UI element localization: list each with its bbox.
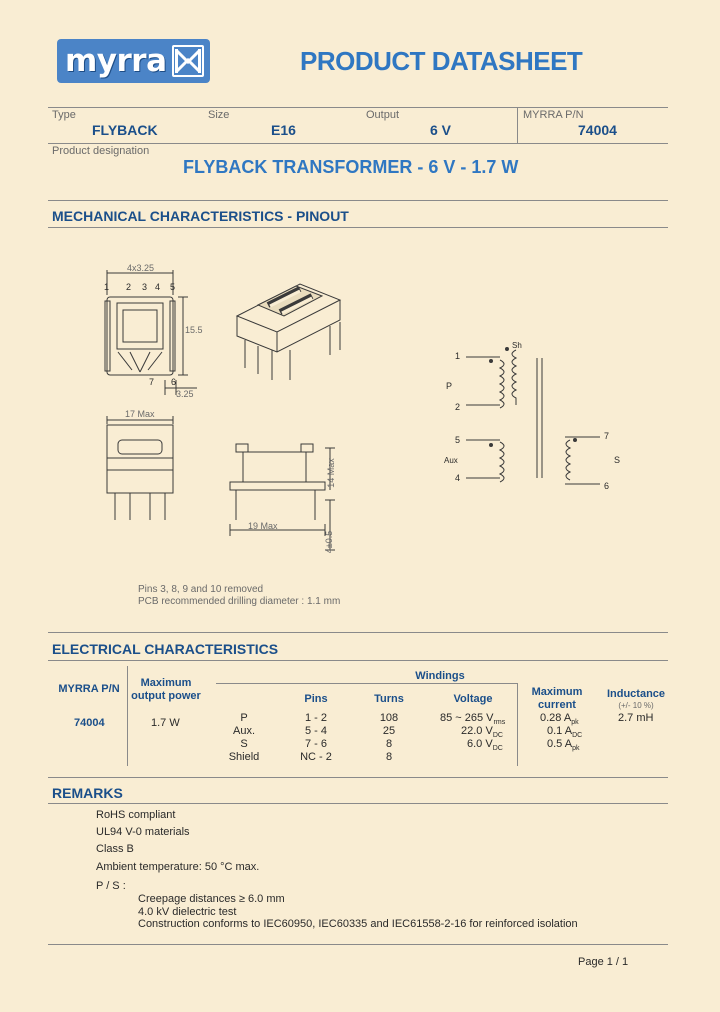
remark-item: RoHS compliant (96, 809, 176, 821)
page-number: Page 1 / 1 (578, 956, 629, 968)
electrical-heading: ELECTRICAL CHARACTERISTICS (52, 641, 279, 657)
output-value: 6 V (430, 122, 452, 138)
table-divider (216, 683, 517, 684)
schem-pin7: 7 (604, 431, 610, 441)
col-power: Maximum output power (131, 677, 201, 702)
winding-name: P (240, 712, 248, 724)
pin-label: 6 (171, 377, 177, 387)
size-label: Size (208, 109, 230, 121)
dim-325: 3.25 (176, 389, 194, 399)
schem-pin6: 6 (604, 481, 610, 491)
pin-label: 5 (170, 282, 176, 292)
pn-label: MYRRA P/N (523, 109, 584, 121)
divider (48, 944, 668, 945)
remark-item: UL94 V-0 materials (96, 826, 190, 838)
winding-current: 0.5 $A_{pk}$ (547, 738, 580, 753)
size-value: E16 (271, 122, 296, 138)
remark-subitem: Construction conforms to IEC60950, IEC60335 and IEC61558-2-16 for reinforced isolation (138, 918, 578, 930)
col-current: Maximum current (531, 686, 583, 711)
row-power: 1.7 W (151, 717, 180, 729)
winding-turns: 25 (382, 725, 396, 737)
remarks-heading: REMARKS (52, 785, 123, 801)
divider (48, 777, 668, 778)
schem-p: P (446, 381, 453, 391)
type-label: Type (52, 109, 76, 121)
pin-label: 3 (142, 282, 148, 292)
inductance-tolerance: (+/- 10 %) (618, 701, 654, 710)
dim-4pm05: 4±0.5 (324, 530, 335, 554)
divider (48, 632, 668, 633)
winding-current: 0.1 $A_{DC}$ (547, 725, 583, 740)
winding-turns: 8 (385, 738, 393, 750)
logo-text: myrra (65, 43, 167, 79)
output-label: Output (366, 109, 400, 121)
winding-pins: 1 - 2 (304, 712, 327, 724)
dim-4x325: 4x3.25 (127, 263, 155, 273)
divider (48, 803, 668, 804)
dim-155: 15.5 (185, 325, 203, 335)
remark-item: Class B (96, 843, 134, 855)
pn-value: 74004 (578, 122, 617, 138)
pin-label: 7 (149, 377, 155, 387)
col-pins: Pins (304, 693, 328, 705)
type-value: FLYBACK (92, 122, 158, 138)
pin-label: 1 (104, 282, 110, 292)
row-pn: 74004 (74, 717, 105, 729)
col-pn: MYRRA P/N (58, 683, 120, 695)
winding-pins: 5 - 4 (304, 725, 327, 737)
pin-label: 4 (155, 282, 161, 292)
schem-aux: Aux (444, 456, 458, 465)
dim-19max: 19 Max (248, 521, 278, 531)
col-windings: Windings (415, 670, 465, 682)
col-turns: Turns (374, 693, 404, 705)
pin-label: 2 (126, 282, 132, 292)
designation-label: Product designation (52, 145, 150, 157)
winding-voltage: 6.0 $V_{DC}$ (467, 738, 503, 753)
winding-voltage: 22.0 $V_{DC}$ (461, 725, 503, 740)
winding-pins: 7 - 6 (304, 738, 327, 750)
schem-s: S (614, 455, 621, 465)
remark-item: Ambient temperature: 50 °C max. (96, 861, 260, 873)
dim-14max: 14 Max (325, 458, 336, 488)
col-voltage: Voltage (453, 693, 493, 705)
remark-subitem: Creepage distances ≥ 6.0 mm (138, 893, 285, 905)
col-inductance: Inductance (606, 688, 666, 700)
schem-pin2: 2 (455, 402, 461, 412)
remark-item: P / S : (96, 880, 126, 892)
mech-note: Pins 3, 8, 9 and 10 removed (138, 584, 264, 595)
schem-pin1: 1 (455, 351, 461, 361)
page-title: PRODUCT DATASHEET (300, 46, 583, 76)
mech-note: PCB recommended drilling diameter : 1.1 mm (138, 596, 341, 607)
schem-pin5: 5 (455, 435, 461, 445)
schem-pin4: 4 (455, 473, 461, 483)
designation-value: FLYBACK TRANSFORMER - 6 V - 1.7 W (183, 157, 519, 177)
winding-turns: 108 (379, 712, 399, 724)
mechanical-heading: MECHANICAL CHARACTERISTICS - PINOUT (52, 208, 349, 224)
divider (48, 660, 668, 661)
winding-turns: 8 (385, 751, 393, 763)
schem-sh: Sh (512, 341, 522, 350)
winding-inductance: 2.7 mH (618, 712, 654, 724)
winding-name: Shield (228, 751, 260, 763)
remark-subitem: 4.0 kV dielectric test (138, 906, 237, 918)
winding-name: Aux. (232, 725, 255, 737)
dim-17max: 17 Max (125, 409, 155, 419)
table-divider (517, 683, 518, 766)
winding-pins: NC - 2 (300, 751, 332, 763)
winding-voltage: 85 ~ 265 $V_{rms}$ (440, 712, 506, 727)
winding-name: S (240, 738, 248, 750)
winding-current: 0.28 $A_{pk}$ (540, 712, 579, 727)
